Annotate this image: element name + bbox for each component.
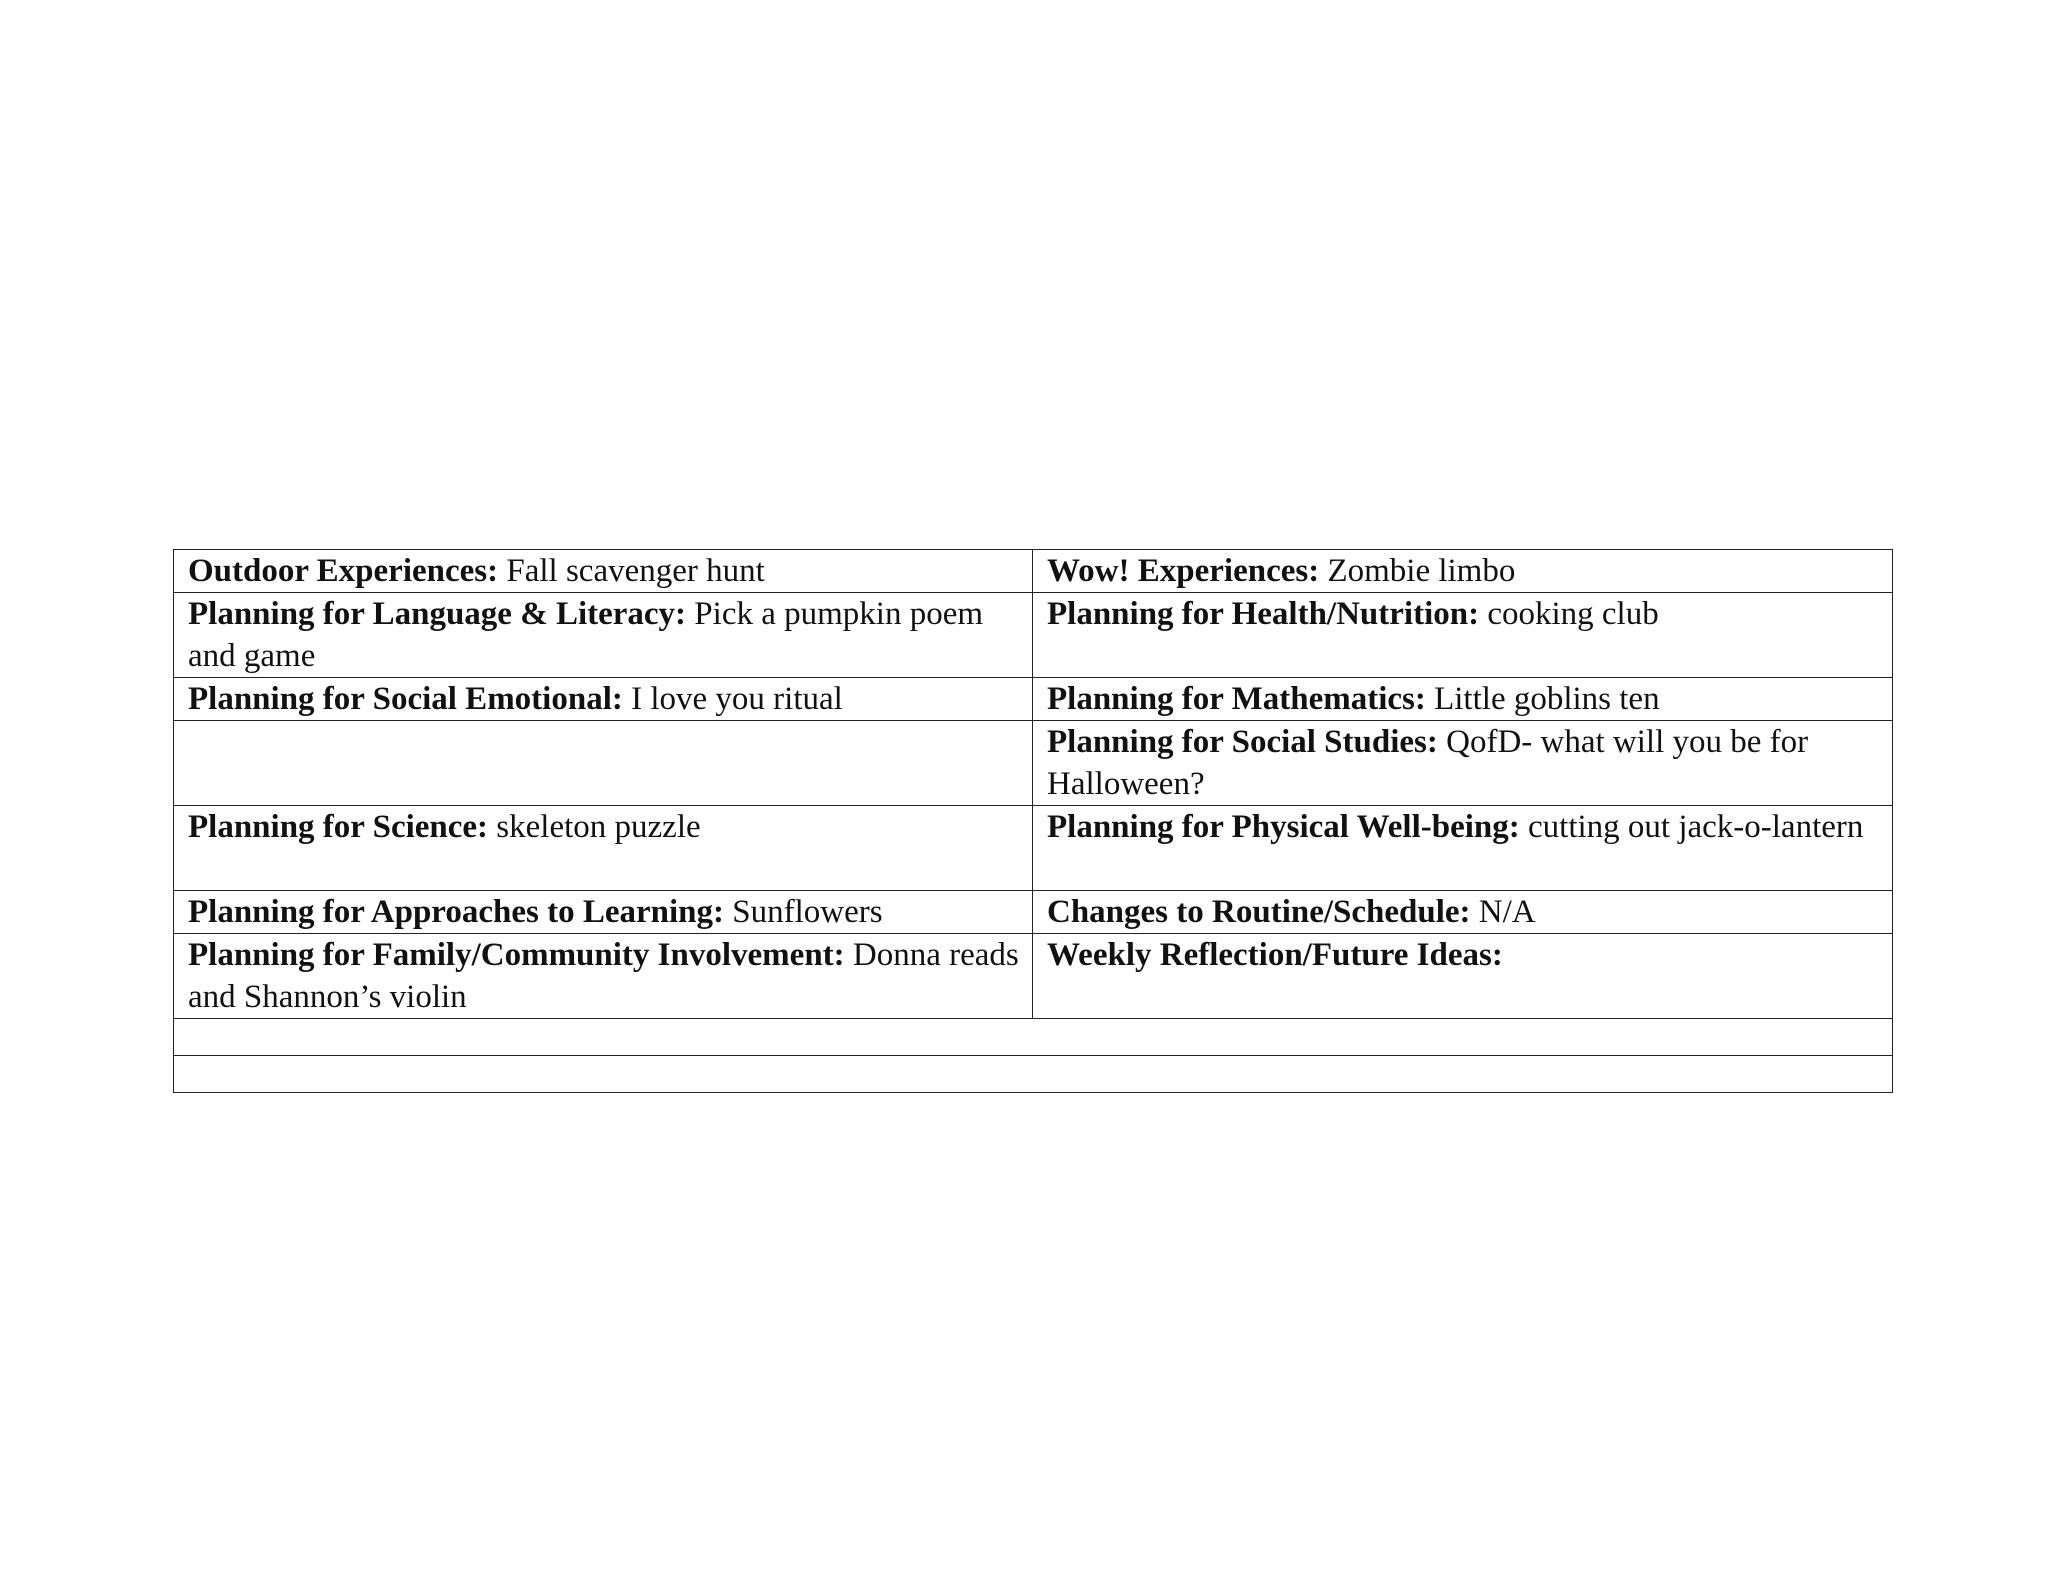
table-row [174,593,1893,678]
lesson-plan-table [173,549,1893,1093]
weekly-reflection-cell [1033,934,1893,1019]
cell-label: Planning for Social Studies: [1047,724,1438,760]
cell-value: cooking club [1479,596,1659,632]
table-row-blank [174,1056,1893,1093]
routine-schedule-cell [1033,891,1893,934]
cell-value: Little goblins ten [1425,681,1660,717]
cell-label: Planning for Science: [188,809,489,845]
cell-label: Planning for Health/Nutrition: [1047,596,1480,632]
wow-experiences-cell [1033,550,1893,593]
cell-label: Planning for Approaches to Learning: [188,894,725,930]
cell-label: Changes to Routine/Schedule: [1047,894,1471,930]
cell-value: N/A [1470,894,1536,930]
blank-cell [174,1056,1893,1093]
cell-value: cutting out jack-o-lantern [1519,809,1864,845]
cell-label: Planning for Social Emotional: [188,681,623,717]
cell-value: Fall scavenger hunt [498,553,765,589]
cell-value: Zombie limbo [1319,553,1516,589]
cell-value: I love you ritual [622,681,843,717]
cell-value: skeleton puzzle [488,809,701,845]
language-literacy-cell [174,593,1033,678]
cell-label: Wow! Experiences: [1047,553,1320,589]
science-cell [174,806,1033,891]
cell-label: Planning for Mathematics: [1047,681,1426,717]
table-row [174,934,1893,1019]
empty-cell [174,721,1033,806]
mathematics-cell [1033,678,1893,721]
health-nutrition-cell [1033,593,1893,678]
cell-label: Planning for Language & Literacy: [188,596,687,632]
cell-label: Outdoor Experiences: [188,553,499,589]
social-studies-cell [1033,721,1893,806]
outdoor-experiences-cell [174,550,1033,593]
cell-label: Weekly Reflection/Future Ideas: [1047,937,1503,973]
cell-label: Planning for Family/Community Involvement: [188,937,845,973]
table-row [174,721,1893,806]
table-row [174,806,1893,891]
social-emotional-cell [174,678,1033,721]
cell-value: QofD- what will you be for Halloween? [1047,724,1809,802]
cell-value: Pick a pumpkin poem and game [188,596,984,674]
physical-well-being-cell [1033,806,1893,891]
cell-value: Donna reads and Shannon’s violin [188,937,1019,1015]
table-row [174,891,1893,934]
cell-value: Sunflowers [724,894,883,930]
blank-cell [174,1019,1893,1056]
table-row [174,550,1893,593]
table-row-blank [174,1019,1893,1056]
table-row [174,678,1893,721]
family-community-cell [174,934,1033,1019]
approaches-to-learning-cell [174,891,1033,934]
cell-label: Planning for Physical Well-being: [1047,809,1520,845]
